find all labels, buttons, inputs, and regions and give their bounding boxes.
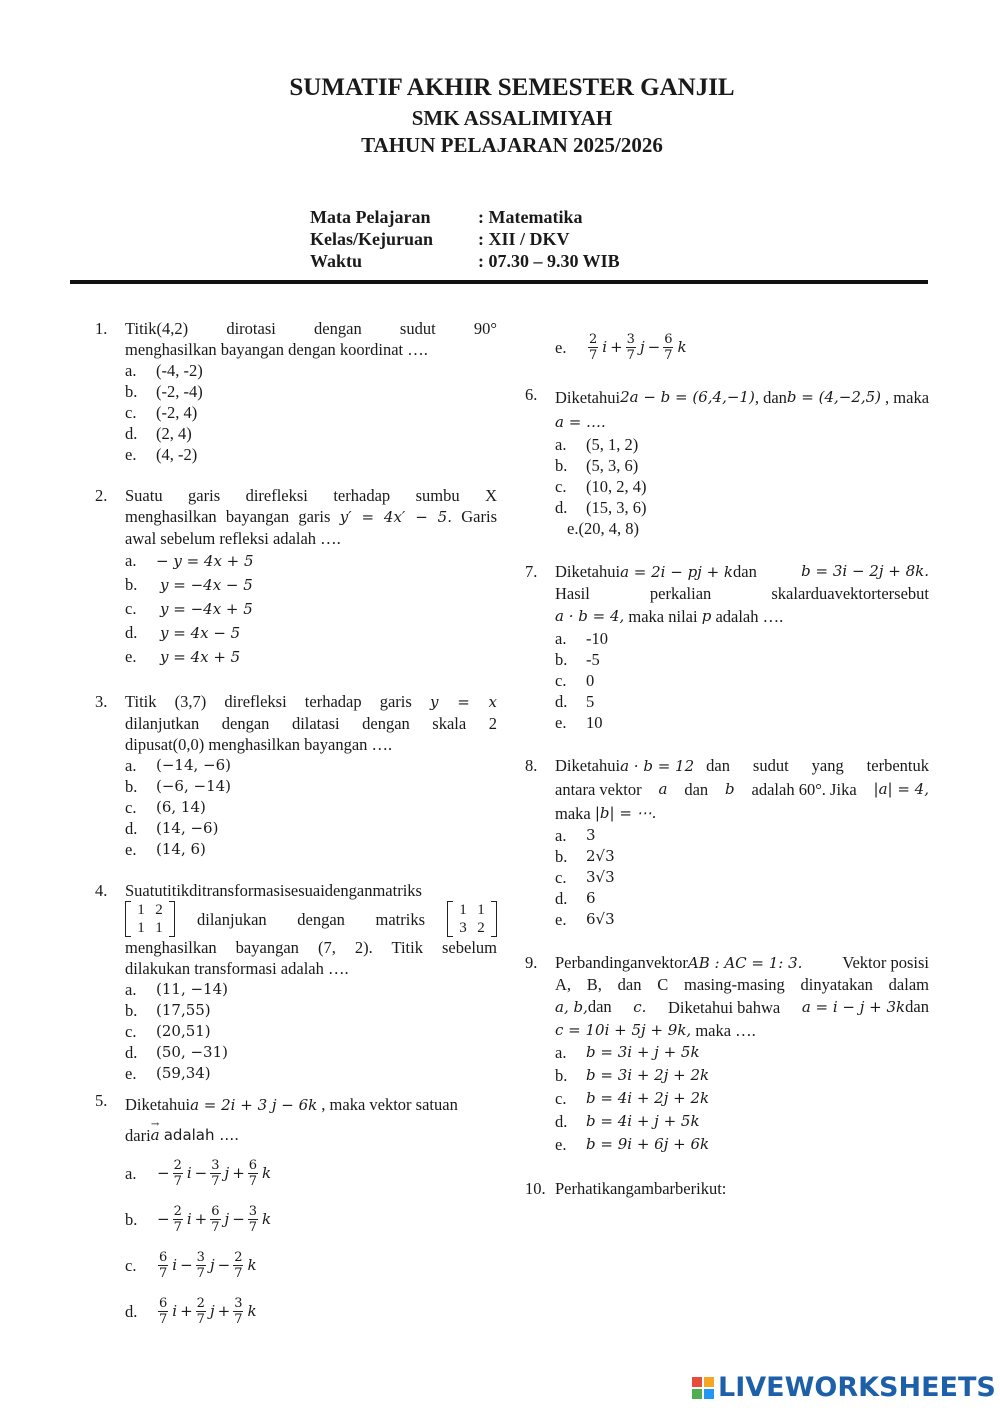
option[interactable] [125,444,497,465]
fraction: $\frac{2}{7}$ [173,1157,182,1189]
fraction: $\frac{3}{7}$ [248,1203,258,1235]
option[interactable] [555,825,929,846]
option-letter: c. [125,403,137,422]
option-text: (50, −31) [156,1043,228,1061]
option[interactable] [555,691,929,712]
option-letter: c. [125,599,137,618]
question-text: A, B, dan C masing-masing dinyatakan dalam [555,975,929,994]
option-text: 3√3 [586,868,615,886]
option-letter: b. [125,1209,138,1229]
fraction: $\frac{2}{7}$ [173,1203,182,1235]
option[interactable] [125,776,497,797]
option[interactable] [125,621,497,645]
question-text: dilanjutkan dengan dilatasi dengan skala 2 [125,714,497,733]
option[interactable] [125,1000,497,1021]
question-text: dari → a adalah …. [125,1116,497,1146]
option-letter: a. [125,756,137,775]
option-letter: b. [125,1001,138,1020]
option-text: -10 [586,629,608,648]
question-text: maka |b| = ⋯. [555,803,657,823]
option-text: $\frac{2}{7}$ i + $\frac{3}{7}$ j − $\frac{6}{7}$ k [589,331,687,363]
option-letter: d. [555,889,568,908]
question-3 [95,691,497,755]
option-text: b = 9i + 6j + 6k [586,1135,710,1153]
option-letter: a. [555,435,567,454]
option-letter: d. [125,623,138,642]
matrix-2: 1 1 3 2 [447,901,497,937]
option-text: (5, 3, 6) [586,456,639,475]
left-column [95,318,497,1334]
option-letter: a. [125,1163,137,1183]
question-number: 8. [525,756,538,775]
option[interactable] [125,573,497,597]
academic-year: TAHUN PELAJARAN 2025/2026 [361,133,663,157]
option-text: (4, -2) [156,445,198,464]
option-text: b = 3i + j + 5k [586,1043,700,1061]
option-letter: d. [125,1301,138,1321]
option[interactable] [555,670,929,691]
option-text: -5 [586,650,600,669]
options-q3 [125,755,497,860]
option-text: (−14, −6) [156,756,232,774]
option-letter: c. [555,477,567,496]
option-letter: a. [125,361,137,380]
question-text: antara vektor a dan b adalah 60°. Jika |a| = 4, [555,779,929,799]
option-text: (-2, 4) [156,403,198,422]
question-text: Diketahuia · b = 12 dan sudut yang terbentuk [555,756,929,775]
option[interactable] [555,497,929,518]
option-text: (20,51) [156,1022,211,1040]
question-text: Titik(4,2) dirotasi dengan sudut 90° [125,319,497,338]
question-6 [525,384,929,434]
option[interactable] [555,649,929,670]
info-label: Waktu [310,251,363,271]
options-q6 [555,434,929,539]
option-letter: c. [555,1089,567,1108]
option-letter: b. [555,650,568,669]
exam-title: SUMATIF AKHIR SEMESTER GANJIL [289,74,735,101]
option-text: (15, 3, 6) [586,498,647,517]
option-letter: e. [555,1135,567,1154]
option[interactable] [125,1288,497,1334]
option-letter: a. [125,551,137,570]
fraction: $\frac{2}{7}$ [196,1295,205,1327]
question-text: Titik (3,7) direfleksi terhadap garis y = x [125,692,497,711]
option[interactable] [125,423,497,444]
option-letter: d. [125,1043,138,1062]
option-text: 6√3 [586,910,615,928]
options-q7 [555,628,929,733]
option-text: b = 4i + j + 5k [586,1112,700,1130]
option[interactable] [125,1063,497,1084]
option-text: y = 4x − 5 [160,624,241,642]
question-10 [525,1178,929,1199]
option[interactable] [555,434,929,455]
fraction: $\frac{2}{7}$ [589,331,598,363]
question-number: 1. [95,319,108,338]
option-text: (14, −6) [156,819,219,837]
option-letter: e. [125,647,137,666]
logo-mark-icon [692,1377,714,1399]
logo-square [692,1389,702,1399]
option-letter: a. [555,1043,567,1062]
school-name: SMK ASSALIMIYAH [411,106,613,130]
question-text: Suatutitikditransformasisesuaidenganmatriks [125,881,422,900]
fraction: $\frac{6}{7}$ [159,1249,168,1281]
fraction: $\frac{6}{7}$ [248,1157,258,1189]
question-text: menghasilkan bayangan dengan koordinat …. [125,340,428,359]
option-letter: e. [555,337,567,357]
logo-text: LIVEWORKSHEETS [718,1372,996,1403]
option[interactable] [125,549,497,573]
option-text: (6, 14) [156,798,206,816]
option-text: (−6, −14) [156,777,232,795]
question-text: menghasilkan bayangan garis y′ = 4x′ − 5. Garis [125,507,497,526]
option-letter: e. [125,445,137,464]
info-value: : XII / DKV [478,229,570,249]
option[interactable] [555,628,929,649]
option[interactable] [125,1196,497,1242]
fraction: $\frac{6}{7}$ [664,331,673,363]
option-text: (-2, -4) [156,382,203,401]
option-text: 0 [586,671,595,690]
options-q2 [125,549,497,669]
question-text: awal sebelum refleksi adalah …. [125,529,341,548]
option-letter: c. [555,671,567,690]
option-letter: e. [567,519,579,538]
question-text: Hasil perkalian skalarduavektortersebut [555,584,929,603]
option-text: 3 [586,826,596,844]
question-text: menghasilkan bayangan (7, 2). Titik sebelum [125,938,497,957]
question-number: 10. [525,1179,546,1198]
option[interactable] [555,1041,929,1064]
option[interactable] [125,597,497,621]
option[interactable] [125,360,497,381]
info-value: : 07.30 – 9.30 WIB [478,251,620,271]
logo-square [704,1377,714,1387]
option-letter: c. [125,798,137,817]
fraction: $\frac{2}{7}$ [234,1249,243,1281]
question-9 [525,952,929,1041]
question-text: Diketahuia = 2i − pj + kdan b = 3i − 2j + 8k. [555,562,929,581]
fraction: $\frac{3}{7}$ [211,1157,220,1189]
option-text: (59,34) [156,1064,211,1082]
liveworksheets-logo [692,1372,996,1403]
question-2 [95,485,497,549]
fraction: $\frac{3}{7}$ [234,1295,243,1327]
option-text: (10, 2, 4) [586,477,647,496]
option-text: b = 3i + 2j + 2k [586,1066,710,1084]
option-letter: a. [125,980,137,999]
question-number: 6. [525,385,538,404]
fraction: $\frac{3}{7}$ [196,1249,205,1281]
info-label: Mata Pelajaran [310,207,431,227]
option-letter: d. [555,692,568,711]
question-text: a = …. [555,412,606,431]
option[interactable] [125,839,497,860]
option-letter: b. [555,847,568,866]
option[interactable] [555,476,929,497]
option-letter: c. [555,868,567,887]
option-text: − $\frac{2}{7}$ i − $\frac{3}{7}$ j + $\frac{6}{7}$ k [157,1157,272,1189]
option-letter: c. [125,1022,137,1041]
option-letter: e. [555,910,567,929]
option[interactable] [125,1150,497,1196]
header-divider [70,280,928,284]
question-text: PerbandinganvektorAB : AC = 1: 3. Vektor posisi [555,953,929,972]
question-number: 5. [95,1091,108,1110]
option[interactable] [125,1242,497,1288]
option[interactable] [125,1042,497,1063]
question-5 [95,1090,497,1146]
option[interactable] [125,381,497,402]
option[interactable] [555,455,929,476]
options-q5-continued [555,324,929,370]
option-text: (14, 6) [156,840,206,858]
option-letter: b. [125,777,138,796]
option-text: $\frac{6}{7}$ i − $\frac{3}{7}$ j − $\frac{2}{7}$ k [159,1249,257,1281]
option-text: (5, 1, 2) [586,435,639,454]
option-text: (20, 4, 8) [578,519,639,538]
option[interactable] [555,324,929,370]
question-text: dilakukan transformasi adalah …. [125,959,349,978]
question-text: a · b = 4, maka nilai p adalah …. [555,606,784,626]
option[interactable] [125,755,497,776]
question-7 [525,561,929,628]
option-letter: b. [125,575,138,594]
option[interactable] [125,645,497,669]
option-text: y = 4x + 5 [160,648,241,666]
option[interactable] [555,888,929,909]
question-text: Diketahui 2a − b = (6,4,−1) , dan b = (4,−2,5) , maka [555,387,930,407]
option-letter: d. [555,498,568,517]
question-8 [525,755,929,825]
right-column [525,324,929,1199]
option-letter: a. [555,629,567,648]
logo-square [692,1377,702,1387]
option[interactable] [555,1087,929,1110]
question-text: 1 2 1 1 dilanjukan dengan matriks 1 1 3 2 [125,901,497,937]
question-4 [95,880,497,979]
option-text: − $\frac{2}{7}$ i + $\frac{6}{7}$ j − $\frac{3}{7}$ k [157,1203,272,1235]
option-text: 2√3 [586,847,615,865]
fraction: $\frac{6}{7}$ [159,1295,168,1327]
option-letter: d. [125,424,138,443]
option[interactable] [555,867,929,888]
option[interactable] [555,1110,929,1133]
option[interactable] [555,909,929,930]
option-letter: e. [125,840,137,859]
info-value: : Matematika [478,207,583,227]
option-letter: b. [125,382,138,401]
option-letter: d. [125,819,138,838]
option-text: 10 [586,713,603,732]
options-q5 [125,1150,497,1334]
option-text: b = 4i + 2j + 2k [586,1089,710,1107]
question-number: 7. [525,562,538,581]
option[interactable] [125,818,497,839]
logo-square [704,1389,714,1399]
info-row-subject [310,206,620,228]
option[interactable] [125,402,497,423]
info-row-time [310,250,620,272]
option-letter: e. [125,1064,137,1083]
option-text: y = −4x + 5 [160,600,253,618]
option-letter: b. [555,1066,568,1085]
question-text: Perhatikangambarberikut: [555,1179,727,1198]
option-text: y = −4x − 5 [160,576,253,594]
options-q9 [555,1041,929,1156]
question-number: 3. [95,692,108,711]
option-letter: d. [555,1112,568,1131]
option[interactable] [125,797,497,818]
option-text: − y = 4x + 5 [156,552,254,570]
options-q4 [125,979,497,1084]
question-number: 2. [95,486,108,505]
option[interactable] [125,979,497,1000]
option-text: (11, −14) [156,980,228,998]
option-text: 6 [586,889,596,907]
info-label: Kelas/Kejuruan [310,229,434,249]
option[interactable] [555,712,929,733]
question-text: dipusat(0,0) menghasilkan bayangan …. [125,735,393,754]
question-text: Diketahuia = 2i + 3 j − 6k , maka vektor satuan [125,1095,458,1114]
fraction: $\frac{3}{7}$ [626,331,635,363]
option-letter: c. [125,1255,137,1275]
question-number: 9. [525,953,538,972]
exam-info [310,206,620,272]
question-text: c = 10i + 5j + 9k, maka …. [555,1020,756,1040]
option-letter: e. [555,713,567,732]
options-q8 [555,825,929,930]
option[interactable] [125,1021,497,1042]
options-q1 [125,360,497,465]
option-text: (17,55) [156,1001,211,1019]
fraction: $\frac{6}{7}$ [211,1203,220,1235]
question-text: a, b,dan c. Diketahui bahwa a = i − j + 3kdan [555,997,929,1017]
option-letter: b. [555,456,568,475]
question-1 [95,318,497,360]
option-letter: a. [555,826,567,845]
option-text: $\frac{6}{7}$ i + $\frac{2}{7}$ j + $\frac{3}{7}$ k [159,1295,257,1327]
question-number: 4. [95,881,108,900]
option[interactable] [555,1133,929,1156]
question-text: Suatu garis direfleksi terhadap sumbu X [125,486,497,505]
matrix-1: 1 2 1 1 [125,901,175,937]
option-text: 5 [586,692,595,711]
info-row-class [310,228,620,250]
option[interactable] [567,518,929,539]
option-text: (2, 4) [156,424,192,443]
option[interactable] [555,846,929,867]
option[interactable] [555,1064,929,1087]
option-text: (-4, -2) [156,361,203,380]
